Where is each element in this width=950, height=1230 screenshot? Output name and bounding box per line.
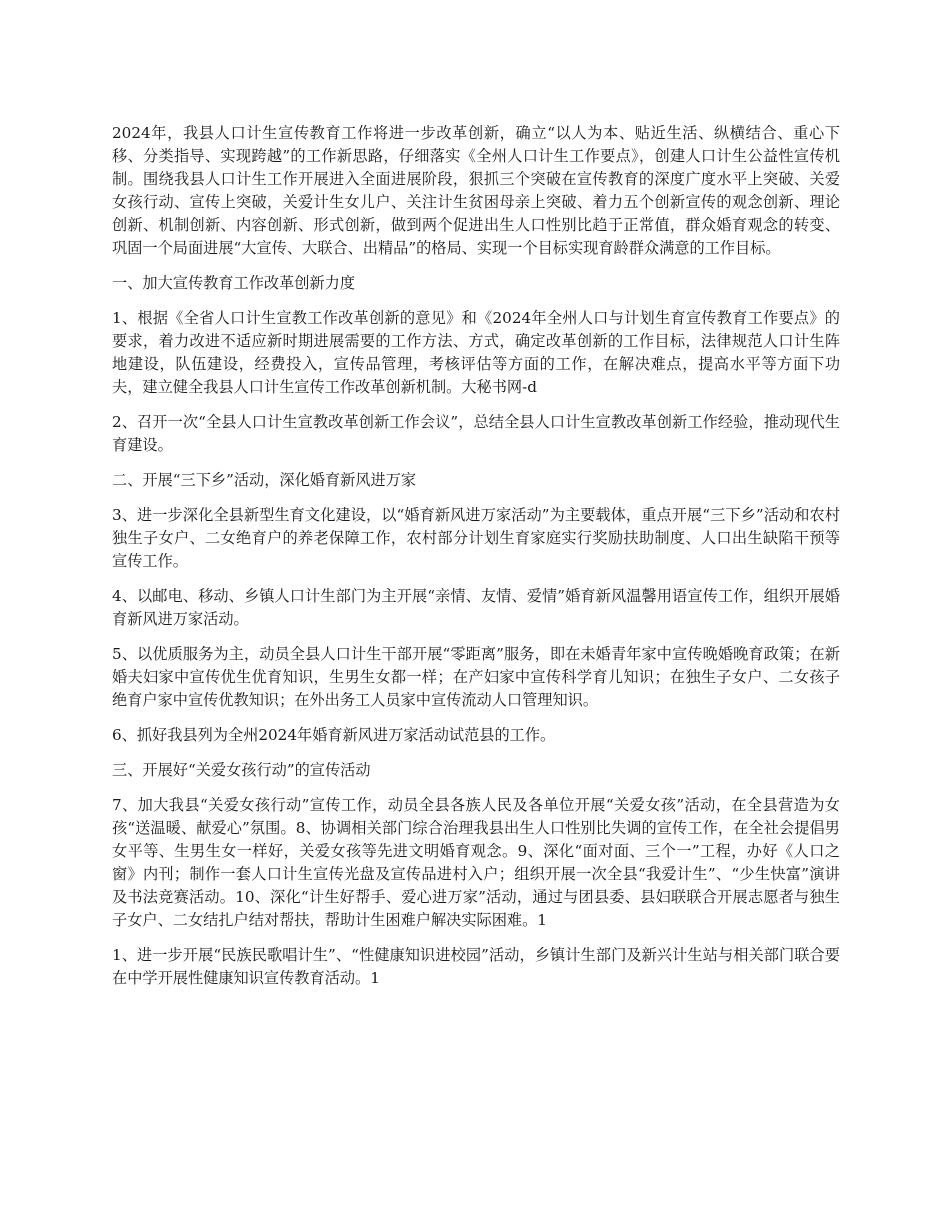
paragraph-item-2: 2、召开一次“全县人口计生宣教改革创新工作会议”，总结全县人口计生宣教改革创新工作经验，推动现代生育建设。 xyxy=(112,413,840,454)
paragraph-item-3: 3、进一步深化全县新型生育文化建设，以“婚育新风进万家活动”为主要载体，重点开展“三下乡”活动和农村独生子女户、二女绝育户的养老保障工作，农村部分计划生育家庭实行奖励扶助制度、人口出生缺陷干预等宣传工作。 xyxy=(112,506,840,570)
paragraph-item-1: 1、根据《全省人口计生宣教工作改革创新的意见》和《2024年全州人口与计划生育宣传教育工作要点》的要求，着力改进不适应新时期进展需要的工作方法、方式，确定改革创新的工作目标，法律规范人口计生阵地建设，队伍建设，经费投入，宣传品管理，考核评估等方面的工作，在解决难点，提高水平等方面下功夫，建立健全我县人口计生宣传工作改革创新机制。大秘书网-d xyxy=(112,309,840,396)
document-page xyxy=(112,122,840,1002)
section-heading-1: 一、加大宣传教育工作改革创新力度 xyxy=(112,274,355,292)
paragraph-item-11: 1、进一步开展“民族民歌唱计生”、“性健康知识进校园”活动，乡镇计生部门及新兴计生站与相关部门联合要在中学开展性健康知识宣传教育活动。1 xyxy=(112,946,840,987)
paragraph-item-7-10: 7、加大我县“关爱女孩行动”宣传工作，动员全县各族人民及各单位开展“关爱女孩”活动，在全县营造为女孩“送温暖、献爱心”氛围。8、协调相关部门综合治理我县出生人口性别比失调的宣传工作，在全社会提倡男女平等、生男生女一样好，关爱女孩等先进文明婚育观念。9、深化“面对面、三个一”工程，办好《人口之窗》内刊；制作一套人口计生宣传光盘及宣传品进村入户；组织开展一次全县“我爱计生”、“少生快富”演讲及书法竞赛活动。10、深化“计生好帮手、爱心进万家”活动，通过与团县委、县妇联联合开展志愿者与独生子女户、二女结扎户结对帮扶，帮助计生困难户解决实际困难。1 xyxy=(112,796,840,929)
intro-paragraph: 2024年，我县人口计生宣传教育工作将进一步改革创新，确立“以人为本、贴近生活、纵横结合、重心下移、分类指导、实现跨越”的工作新思路，仔细落实《全州人口计生工作要点》，创建人口计生公益性宣传机制。围绕我县人口计生工作开展进入全面进展阶段，狠抓三个突破在宣传教育的深度广度水平上突破、关爱女孩行动、宣传上突破，关爱计生女儿户、关注计生贫困母亲上突破、着力五个创新宣传的观念创新、理论创新、机制创新、内容创新、形式创新，做到两个促进出生人口性别比趋于正常值，群众婚育观念的转变、巩固一个局面进展“大宣传、大联合、出精品”的格局、实现一个目标实现育龄群众满意的工作目标。 xyxy=(112,124,840,257)
paragraph-item-5: 5、以优质服务为主，动员全县人口计生干部开展“零距离”服务，即在未婚青年家中宣传晚婚晚育政策；在新婚夫妇家中宣传优生优育知识，生男生女都一样；在产妇家中宣传科学育儿知识；在独生子女户、二女孩子绝育户家中宣传优教知识；在外出务工人员家中宣传流动人口管理知识。 xyxy=(112,645,840,709)
section-heading-3: 三、开展好“关爱女孩行动”的宣传活动 xyxy=(112,761,371,779)
paragraph-item-4: 4、以邮电、移动、乡镇人口计生部门为主开展“亲情、友情、爱情”婚育新风温馨用语宣传工作，组织开展婚育新风进万家活动。 xyxy=(112,587,840,628)
section-heading-2: 二、开展“三下乡”活动，深化婚育新风进万家 xyxy=(112,471,417,489)
paragraph-item-6: 6、抓好我县列为全州2024年婚育新风进万家活动试范县的工作。 xyxy=(112,726,556,744)
